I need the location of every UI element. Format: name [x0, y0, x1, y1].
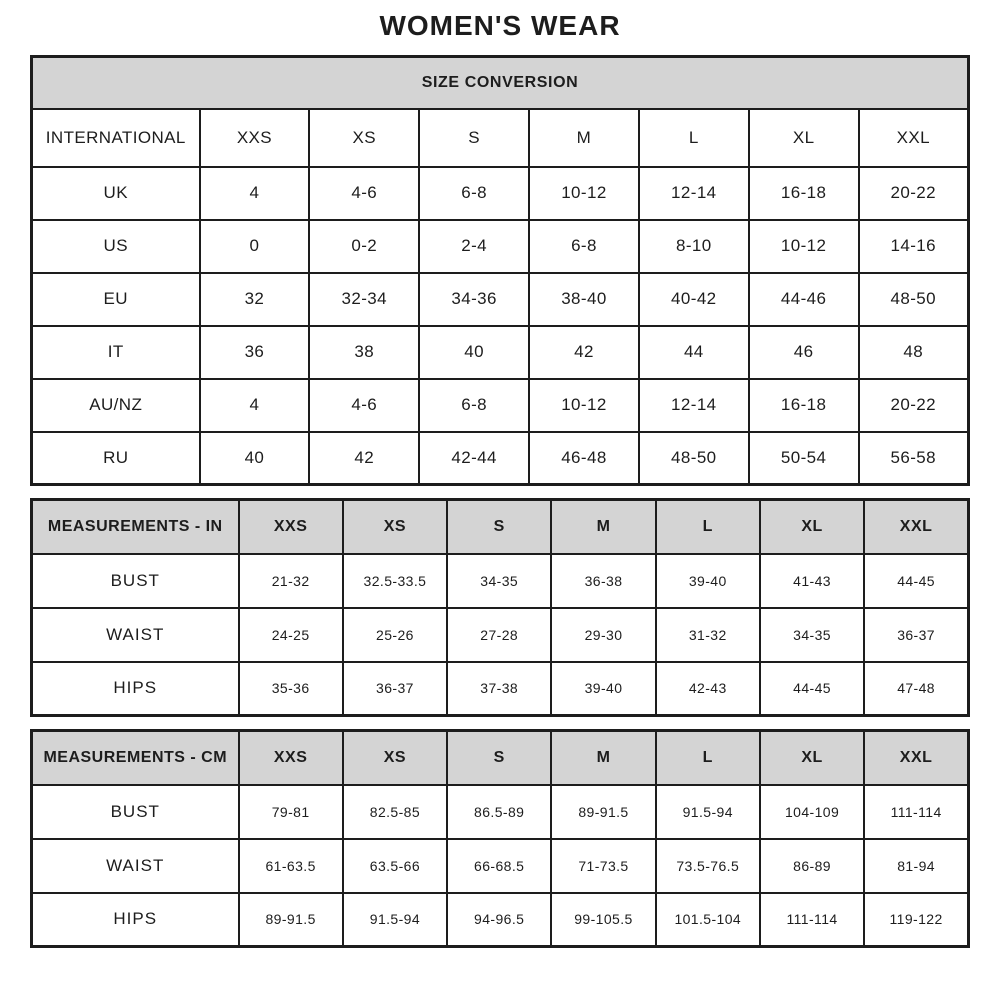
size-header-cell: XXL: [864, 500, 968, 554]
size-header-cell: S: [419, 109, 529, 167]
value-cell: 10-12: [529, 167, 639, 220]
value-cell: 44-46: [749, 273, 859, 326]
value-cell: 46-48: [529, 432, 639, 485]
value-cell: 40: [200, 432, 310, 485]
value-cell: 10-12: [749, 220, 859, 273]
page-title: WOMEN'S WEAR: [379, 10, 621, 41]
value-cell: 91.5-94: [343, 893, 447, 947]
value-cell: 27-28: [447, 608, 551, 662]
row-label-cell: WAIST: [32, 839, 239, 893]
size-header-cell: L: [656, 500, 760, 554]
size-header-row: [32, 109, 969, 167]
value-cell: 20-22: [859, 379, 969, 432]
value-cell: 10-12: [529, 379, 639, 432]
value-cell: 91.5-94: [656, 785, 760, 839]
table-row: [32, 839, 969, 893]
value-cell: 89-91.5: [551, 785, 655, 839]
row-label-cell: BUST: [32, 554, 239, 608]
international-header-cell: INTERNATIONAL: [32, 109, 200, 167]
table-row: [32, 432, 969, 485]
value-cell: 16-18: [749, 167, 859, 220]
value-cell: 0-2: [309, 220, 419, 273]
value-cell: 41-43: [760, 554, 864, 608]
measurements-in-header-row: [32, 500, 969, 554]
value-cell: 32: [200, 273, 310, 326]
row-label-cell: AU/NZ: [32, 379, 200, 432]
value-cell: 42-44: [419, 432, 529, 485]
table-row: [32, 220, 969, 273]
value-cell: 0: [200, 220, 310, 273]
size-header-cell: L: [639, 109, 749, 167]
size-header-cell: XXL: [864, 731, 968, 785]
value-cell: 111-114: [760, 893, 864, 947]
value-cell: 32-34: [309, 273, 419, 326]
row-label-cell: IT: [32, 326, 200, 379]
value-cell: 61-63.5: [239, 839, 343, 893]
value-cell: 42: [529, 326, 639, 379]
value-cell: 25-26: [343, 608, 447, 662]
value-cell: 14-16: [859, 220, 969, 273]
table-row: [32, 326, 969, 379]
table-row: [32, 273, 969, 326]
value-cell: 86-89: [760, 839, 864, 893]
size-header-cell: XL: [760, 500, 864, 554]
value-cell: 4: [200, 379, 310, 432]
value-cell: 6-8: [419, 379, 529, 432]
value-cell: 82.5-85: [343, 785, 447, 839]
value-cell: 40-42: [639, 273, 749, 326]
value-cell: 8-10: [639, 220, 749, 273]
size-header-cell: XS: [343, 731, 447, 785]
value-cell: 79-81: [239, 785, 343, 839]
value-cell: 47-48: [864, 662, 968, 716]
value-cell: 99-105.5: [551, 893, 655, 947]
size-header-cell: S: [447, 500, 551, 554]
table-title: MEASUREMENTS - CM: [32, 731, 239, 785]
value-cell: 34-35: [447, 554, 551, 608]
size-header-cell: XXS: [239, 731, 343, 785]
row-label-cell: WAIST: [32, 608, 239, 662]
value-cell: 6-8: [529, 220, 639, 273]
size-header-cell: XXL: [859, 109, 969, 167]
table-row: [32, 662, 969, 716]
size-header-cell: XL: [749, 109, 859, 167]
value-cell: 36-37: [343, 662, 447, 716]
value-cell: 40: [419, 326, 529, 379]
value-cell: 46: [749, 326, 859, 379]
row-label-cell: BUST: [32, 785, 239, 839]
value-cell: 38-40: [529, 273, 639, 326]
value-cell: 21-32: [239, 554, 343, 608]
value-cell: 71-73.5: [551, 839, 655, 893]
value-cell: 56-58: [859, 432, 969, 485]
value-cell: 104-109: [760, 785, 864, 839]
size-header-cell: M: [551, 731, 655, 785]
value-cell: 101.5-104: [656, 893, 760, 947]
table-title-row: [32, 57, 969, 109]
value-cell: 2-4: [419, 220, 529, 273]
value-cell: 12-14: [639, 379, 749, 432]
table-row: [32, 379, 969, 432]
value-cell: 12-14: [639, 167, 749, 220]
value-cell: 39-40: [551, 662, 655, 716]
table-title: SIZE CONVERSION: [32, 57, 969, 109]
value-cell: 37-38: [447, 662, 551, 716]
value-cell: 44: [639, 326, 749, 379]
size-header-cell: XS: [309, 109, 419, 167]
size-header-cell: XS: [343, 500, 447, 554]
value-cell: 81-94: [864, 839, 968, 893]
row-label-cell: US: [32, 220, 200, 273]
value-cell: 6-8: [419, 167, 529, 220]
value-cell: 111-114: [864, 785, 968, 839]
table-row: [32, 608, 969, 662]
value-cell: 73.5-76.5: [656, 839, 760, 893]
table-row: [32, 893, 969, 947]
value-cell: 50-54: [749, 432, 859, 485]
value-cell: 4-6: [309, 379, 419, 432]
value-cell: 119-122: [864, 893, 968, 947]
value-cell: 39-40: [656, 554, 760, 608]
value-cell: 42: [309, 432, 419, 485]
value-cell: 44-45: [760, 662, 864, 716]
value-cell: 48: [859, 326, 969, 379]
value-cell: 94-96.5: [447, 893, 551, 947]
value-cell: 36: [200, 326, 310, 379]
value-cell: 24-25: [239, 608, 343, 662]
size-header-cell: XXS: [200, 109, 310, 167]
value-cell: 89-91.5: [239, 893, 343, 947]
row-label-cell: HIPS: [32, 662, 239, 716]
value-cell: 36-37: [864, 608, 968, 662]
table-row: [32, 167, 969, 220]
value-cell: 4-6: [309, 167, 419, 220]
value-cell: 63.5-66: [343, 839, 447, 893]
row-label-cell: EU: [32, 273, 200, 326]
table-title: MEASUREMENTS - IN: [32, 500, 239, 554]
row-label-cell: RU: [32, 432, 200, 485]
value-cell: 16-18: [749, 379, 859, 432]
value-cell: 36-38: [551, 554, 655, 608]
size-conversion-table: [30, 55, 970, 486]
table-row: [32, 554, 969, 608]
measurements-cm-table: [30, 729, 970, 948]
table-row: [32, 785, 969, 839]
value-cell: 42-43: [656, 662, 760, 716]
size-header-cell: S: [447, 731, 551, 785]
row-label-cell: UK: [32, 167, 200, 220]
size-header-cell: L: [656, 731, 760, 785]
size-header-cell: M: [529, 109, 639, 167]
row-label-cell: HIPS: [32, 893, 239, 947]
size-header-cell: XXS: [239, 500, 343, 554]
value-cell: 35-36: [239, 662, 343, 716]
value-cell: 44-45: [864, 554, 968, 608]
value-cell: 31-32: [656, 608, 760, 662]
value-cell: 34-36: [419, 273, 529, 326]
value-cell: 86.5-89: [447, 785, 551, 839]
value-cell: 29-30: [551, 608, 655, 662]
value-cell: 66-68.5: [447, 839, 551, 893]
measurements-in-table: [30, 498, 970, 717]
value-cell: 4: [200, 167, 310, 220]
measurements-cm-header-row: [32, 731, 969, 785]
value-cell: 38: [309, 326, 419, 379]
value-cell: 48-50: [859, 273, 969, 326]
value-cell: 32.5-33.5: [343, 554, 447, 608]
value-cell: 20-22: [859, 167, 969, 220]
size-header-cell: M: [551, 500, 655, 554]
size-header-cell: XL: [760, 731, 864, 785]
value-cell: 34-35: [760, 608, 864, 662]
value-cell: 48-50: [639, 432, 749, 485]
